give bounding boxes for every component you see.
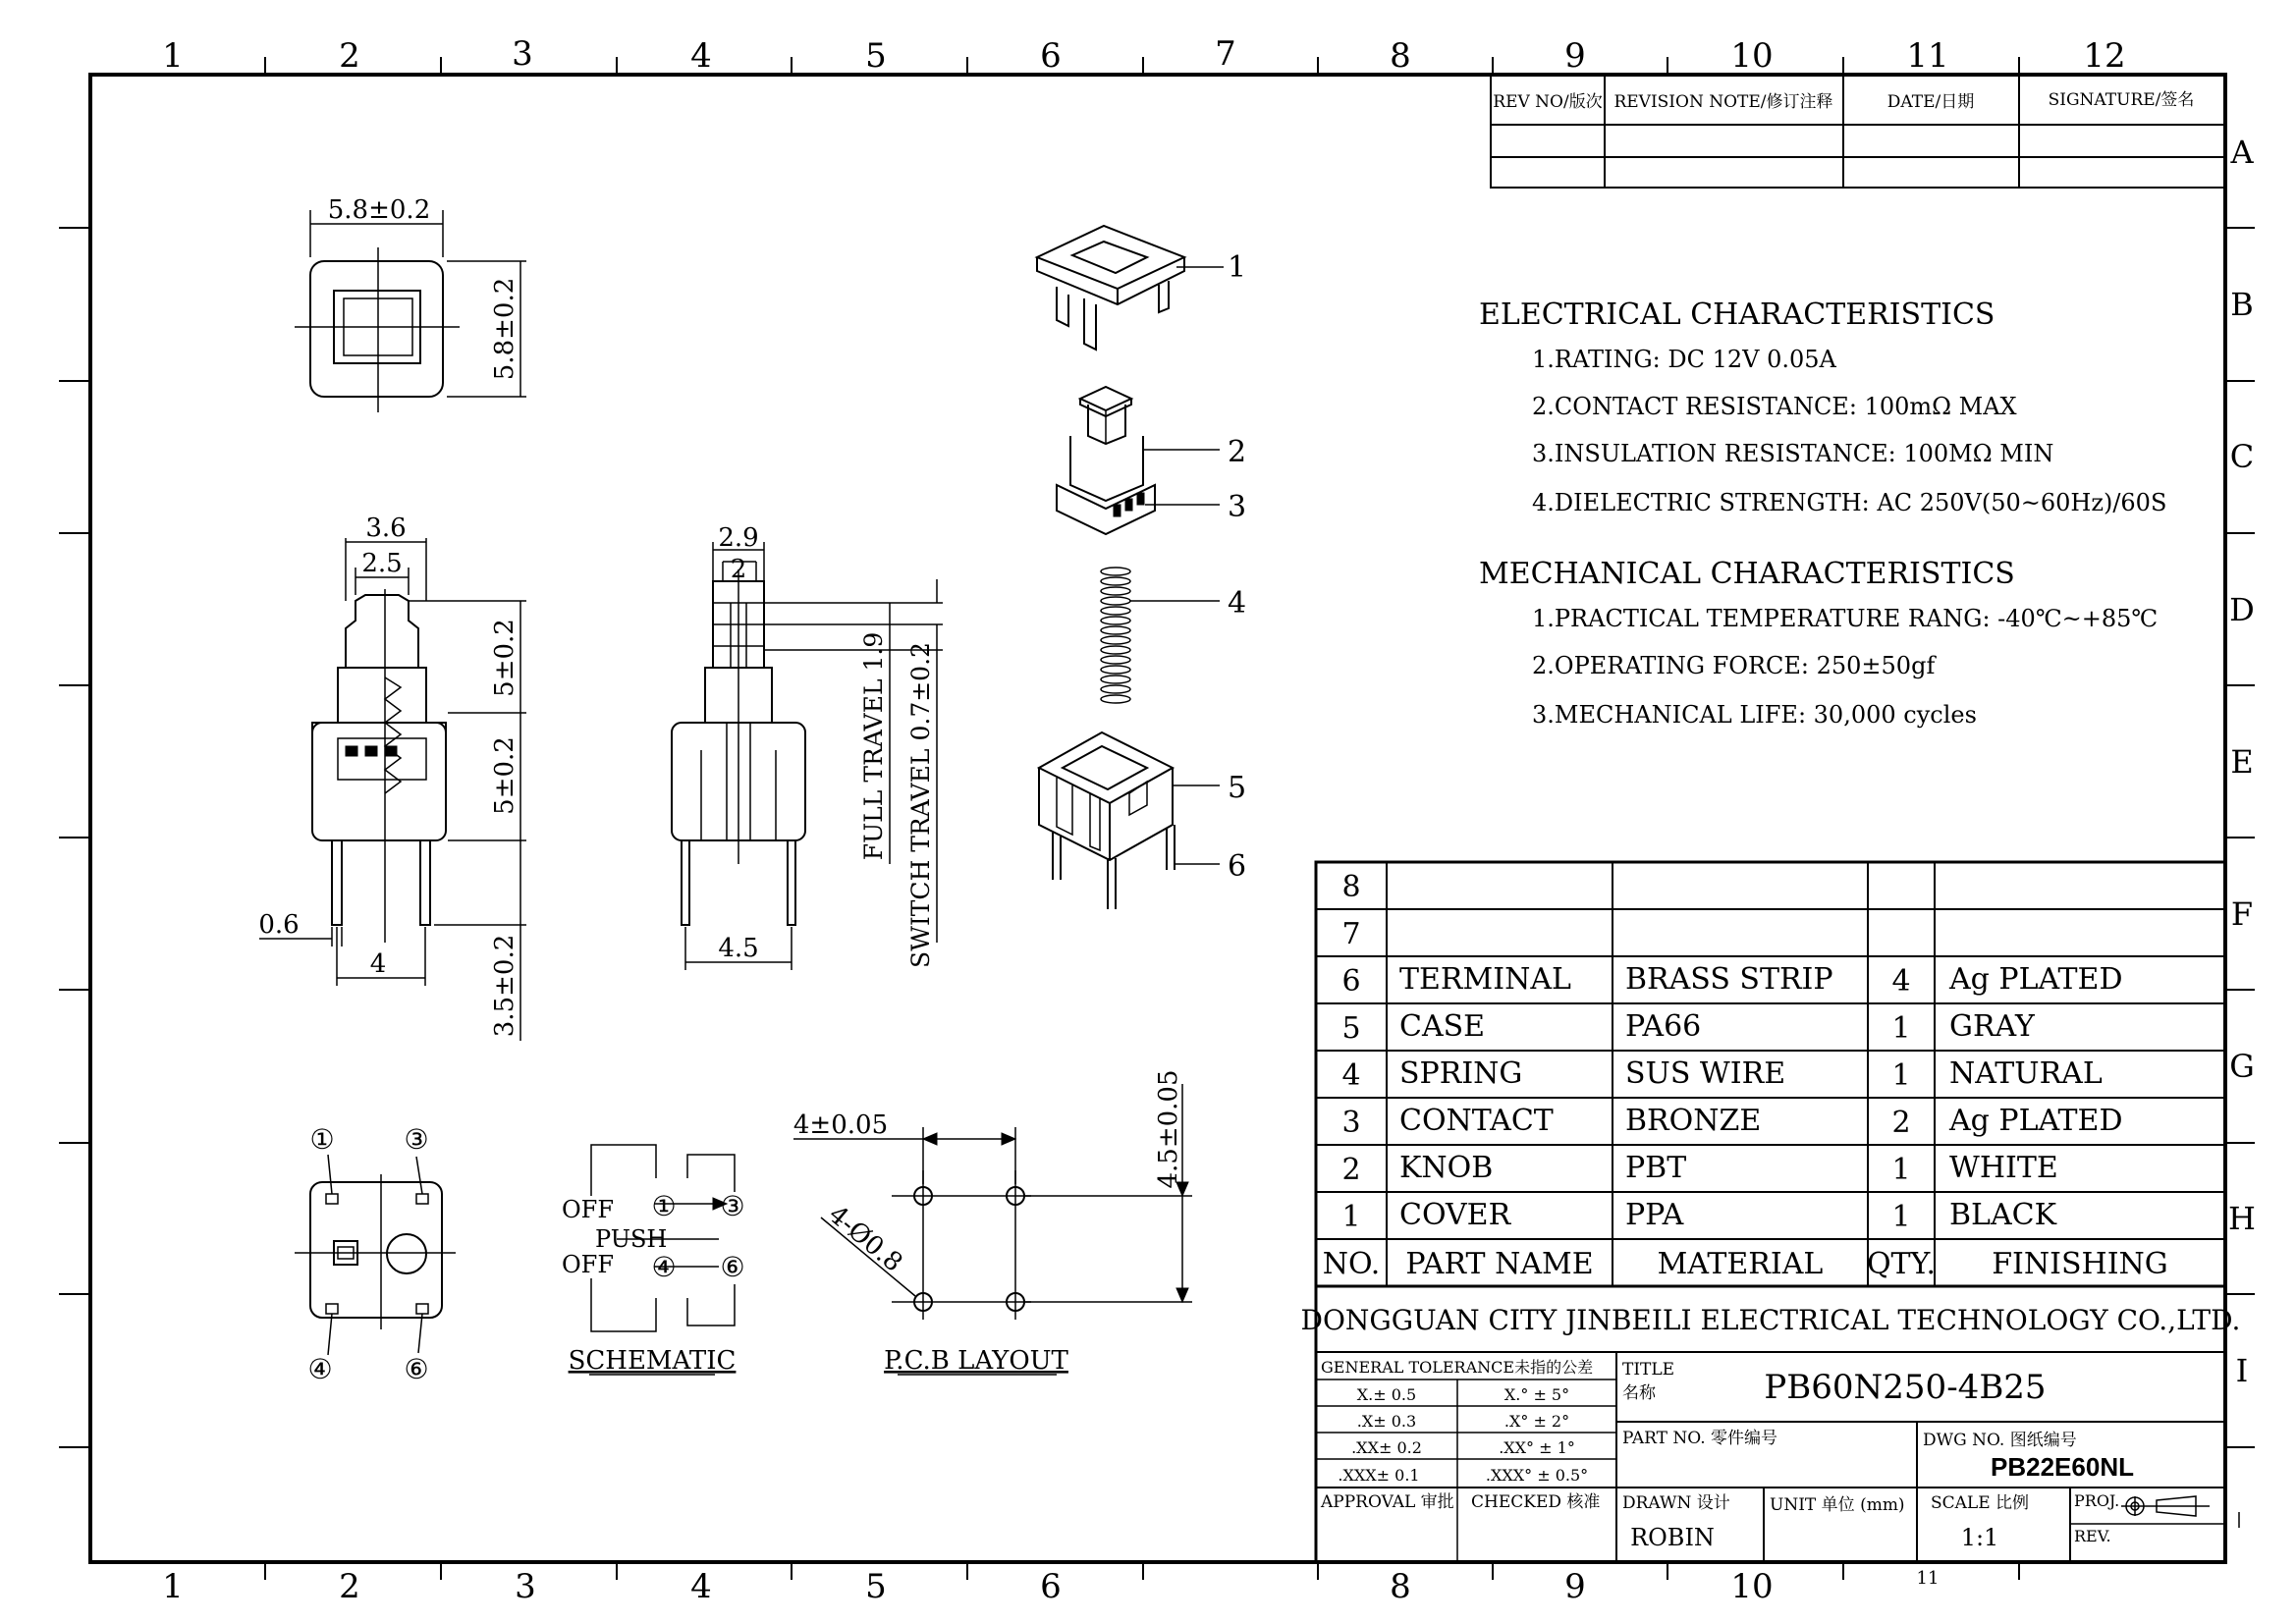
exploded-case — [1039, 732, 1175, 909]
bom-finishing: WHITE — [1949, 1151, 2058, 1185]
title-label-en: TITLE — [1622, 1360, 1675, 1380]
checked-label: CHECKED 核准 — [1471, 1492, 1601, 1512]
pcb-pitch-x: 4±0.05 — [793, 1110, 889, 1140]
schematic-pin-4: ④ — [651, 1251, 677, 1283]
pin-3-label: ③ — [404, 1123, 429, 1156]
bottom-view — [295, 1123, 456, 1385]
bom-part: CONTACT — [1399, 1104, 1554, 1138]
column-label: 9 — [1564, 1567, 1586, 1606]
bom-qty: 2 — [1891, 1106, 1911, 1140]
bom-part: TERMINAL — [1399, 962, 1571, 997]
bom-no: 6 — [1341, 964, 1361, 999]
revision-block — [1491, 75, 2225, 188]
dim-switch-travel: SWITCH TRAVEL 0.7±0.2 — [906, 642, 935, 968]
mechanical-item: 2.OPERATING FORCE: 250±50gf — [1532, 652, 1936, 679]
projection-symbol-icon — [2121, 1496, 2210, 1516]
bom-qty: 4 — [1891, 964, 1911, 999]
callout-2: 2 — [1228, 435, 1247, 469]
electrical-characteristics — [1479, 298, 2166, 516]
row-label: A — [2230, 134, 2254, 171]
electrical-item: 1.RATING: DC 12V 0.05A — [1532, 346, 1836, 373]
mechanical-characteristics — [1479, 557, 2158, 729]
bom-material: BRASS STRIP — [1625, 962, 1833, 997]
column-label: 3 — [515, 1567, 536, 1606]
electrical-item: 4.DIELECTRIC STRENGTH: AC 250V(50~60Hz)/60S — [1532, 489, 2167, 516]
bom-qty: 1 — [1891, 1153, 1911, 1187]
bom-no: 2 — [1341, 1153, 1361, 1187]
callout-3: 3 — [1228, 490, 1247, 524]
row-label: B — [2230, 286, 2254, 323]
electrical-heading: ELECTRICAL CHARACTERISTICS — [1479, 298, 1995, 332]
revision-header: REV NO/版次 — [1493, 92, 1603, 112]
row-label: C — [2229, 438, 2255, 475]
bom-qty: 1 — [1891, 1011, 1911, 1046]
tolerance-linear: .XXX± 0.1 — [1338, 1466, 1420, 1485]
dim-full-travel: FULL TRAVEL 1.9 — [859, 631, 888, 861]
row-label: E — [2230, 743, 2254, 781]
column-label: 6 — [1040, 1567, 1062, 1606]
dim-top-width: 5.8±0.2 — [327, 195, 431, 225]
row-label: F — [2230, 895, 2254, 933]
dim-front-pitch: 4 — [369, 949, 387, 979]
schematic-pin-3: ③ — [720, 1190, 745, 1222]
row-label: H — [2228, 1200, 2256, 1237]
tolerance-angular: .XXX° ± 0.5° — [1485, 1466, 1589, 1485]
bom-material: PA66 — [1625, 1009, 1702, 1044]
dim-front-pin: 0.6 — [258, 910, 300, 940]
drawn-label: DRAWN 设计 — [1622, 1493, 1730, 1513]
bom-part: SPRING — [1399, 1056, 1523, 1091]
bom-material: PBT — [1625, 1151, 1687, 1185]
column-label: 1 — [162, 1567, 184, 1606]
dim-side-d2: 2 — [730, 555, 747, 584]
column-label: 10 — [1730, 1567, 1774, 1606]
mechanical-item: 3.MECHANICAL LIFE: 30,000 cycles — [1532, 701, 1977, 729]
column-label: 1 — [162, 36, 184, 76]
pcb-pitch-y: 4.5±0.05 — [1154, 1069, 1183, 1189]
dwg-no-label: DWG NO. 图纸编号 — [1923, 1431, 2077, 1450]
tolerance-linear: X.± 0.5 — [1356, 1385, 1417, 1404]
side-view — [672, 523, 943, 970]
schematic-pin-6: ⑥ — [720, 1251, 745, 1283]
bom-material: PPA — [1625, 1198, 1684, 1232]
bom-qty: 1 — [1891, 1200, 1911, 1234]
column-label: 12 — [2083, 36, 2126, 76]
tolerance-label: GENERAL TOLERANCE未指的公差 — [1321, 1358, 1594, 1377]
exploded-knob — [1057, 387, 1155, 534]
tolerance-linear: .XX± 0.2 — [1351, 1438, 1422, 1457]
callout-1: 1 — [1228, 250, 1247, 285]
pcb-label: P.C.B LAYOUT — [884, 1346, 1068, 1376]
callout-6: 6 — [1228, 849, 1247, 884]
bom-no: 8 — [1341, 870, 1361, 904]
dwg-no-value: PB22E60NL — [1991, 1452, 2134, 1482]
electrical-item: 2.CONTACT RESISTANCE: 100mΩ MAX — [1532, 393, 2017, 420]
bom-header-part: PART NAME — [1405, 1247, 1594, 1281]
column-label: 11 — [1916, 1568, 1940, 1589]
callout-4: 4 — [1228, 586, 1247, 621]
column-label: 10 — [1730, 36, 1774, 76]
exploded-cover — [1037, 226, 1184, 350]
scale-label: SCALE 比例 — [1931, 1493, 2030, 1513]
mechanical-item: 1.PRACTICAL TEMPERATURE RANG: -40℃~+85℃ — [1532, 605, 2159, 632]
schematic-label: SCHEMATIC — [568, 1346, 737, 1376]
bom-finishing: NATURAL — [1949, 1056, 2103, 1091]
mechanical-heading: MECHANICAL CHARACTERISTICS — [1479, 557, 2015, 591]
exploded-view — [1037, 226, 1246, 909]
revision-header: DATE/日期 — [1886, 92, 1975, 112]
front-view — [258, 514, 526, 1041]
row-label: G — [2229, 1048, 2255, 1085]
exploded-spring — [1101, 568, 1130, 703]
tolerance-angular: .X° ± 2° — [1503, 1412, 1570, 1431]
part-no-label: PART NO. 零件编号 — [1622, 1429, 1778, 1448]
dim-side-pitch: 4.5 — [718, 934, 759, 963]
tolerance-angular: .XX° ± 1° — [1499, 1438, 1575, 1457]
column-label: 4 — [690, 36, 712, 76]
dim-front-h3: 3.5±0.2 — [490, 934, 519, 1038]
schematic-push: PUSH — [595, 1225, 668, 1253]
scale-value: 1:1 — [1960, 1524, 1999, 1551]
unit-label: UNIT 单位 (mm) — [1770, 1495, 1905, 1515]
row-labels — [2228, 134, 2256, 1389]
pcb-hole-dim: 4-Ø0.8 — [822, 1200, 908, 1278]
column-label: 3 — [512, 34, 533, 74]
drawn-value: ROBIN — [1630, 1524, 1715, 1551]
bom-part: CASE — [1399, 1009, 1486, 1044]
bom-finishing: GRAY — [1949, 1009, 2035, 1044]
title-block — [1301, 1286, 2241, 1562]
dim-front-h1: 5±0.2 — [490, 619, 519, 697]
pin-4-label: ④ — [307, 1353, 333, 1385]
bom-no: 4 — [1341, 1058, 1361, 1093]
bom-header-finishing: FINISHING — [1992, 1247, 2168, 1281]
rev-label: REV. — [2074, 1527, 2111, 1545]
column-label: 5 — [865, 1567, 887, 1606]
column-label: 4 — [690, 1567, 712, 1606]
bom-part: COVER — [1399, 1198, 1511, 1232]
bom-finishing: BLACK — [1949, 1198, 2056, 1232]
bom-finishing: Ag PLATED — [1949, 962, 2123, 997]
bom-header-material: MATERIAL — [1657, 1247, 1824, 1281]
bom-header-no: NO. — [1322, 1247, 1381, 1281]
schematic — [562, 1145, 745, 1376]
column-label: 8 — [1390, 36, 1411, 76]
dim-front-d1: 3.6 — [365, 514, 407, 543]
bom-no: 5 — [1341, 1011, 1361, 1046]
pin-1-label: ① — [309, 1123, 335, 1156]
title-label-cn: 名称 — [1622, 1383, 1656, 1403]
bom-part: KNOB — [1399, 1151, 1494, 1185]
bom-material: BRONZE — [1625, 1104, 1762, 1138]
tolerance-linear: .X± 0.3 — [1356, 1412, 1417, 1431]
drawing-title: PB60N250-4B25 — [1764, 1368, 2047, 1407]
approval-label: APPROVAL 审批 — [1321, 1492, 1454, 1512]
row-label: I — [2235, 1352, 2249, 1389]
pin-6-label: ⑥ — [404, 1353, 429, 1385]
pcb-layout — [793, 1069, 1192, 1376]
revision-header: SIGNATURE/签名 — [2048, 90, 2195, 110]
bom-qty: 1 — [1891, 1058, 1911, 1093]
column-label: 7 — [1215, 34, 1236, 74]
column-label: 5 — [865, 36, 887, 76]
proj-label: PROJ. — [2074, 1491, 2120, 1510]
bom-material: SUS WIRE — [1625, 1056, 1786, 1091]
tolerance-angular: X.° ± 5° — [1503, 1385, 1570, 1404]
top-view — [295, 195, 526, 412]
dim-side-d1: 2.9 — [718, 523, 759, 553]
schematic-off-top: OFF — [562, 1196, 614, 1223]
bom-table — [1316, 862, 2225, 1286]
dim-front-d2: 2.5 — [361, 549, 403, 578]
column-label: 6 — [1040, 36, 1062, 76]
bom-no: 7 — [1341, 917, 1361, 951]
column-label: 11 — [1906, 36, 1949, 76]
bom-header-qty: QTY. — [1866, 1247, 1937, 1281]
bom-finishing: Ag PLATED — [1949, 1104, 2123, 1138]
schematic-off-bottom: OFF — [562, 1251, 614, 1278]
company-name: DONGGUAN CITY JINBEILI ELECTRICAL TECHNOLOGY CO.,LTD. — [1300, 1304, 2241, 1336]
dim-front-h2: 5±0.2 — [490, 736, 519, 815]
column-label: 8 — [1390, 1567, 1411, 1606]
schematic-pin-1: ① — [651, 1190, 677, 1222]
bom-no: 3 — [1341, 1106, 1361, 1140]
column-label: 9 — [1564, 36, 1586, 76]
row-label: D — [2229, 591, 2255, 628]
revision-header: REVISION NOTE/修订注释 — [1613, 92, 1833, 112]
electrical-item: 3.INSULATION RESISTANCE: 100MΩ MIN — [1532, 440, 2054, 467]
dim-top-height: 5.8±0.2 — [490, 277, 519, 381]
callout-5: 5 — [1228, 771, 1247, 805]
bom-no: 1 — [1341, 1200, 1361, 1234]
column-label: 2 — [339, 36, 360, 76]
column-labels-bottom — [162, 1567, 1939, 1606]
column-label: 2 — [339, 1567, 360, 1606]
